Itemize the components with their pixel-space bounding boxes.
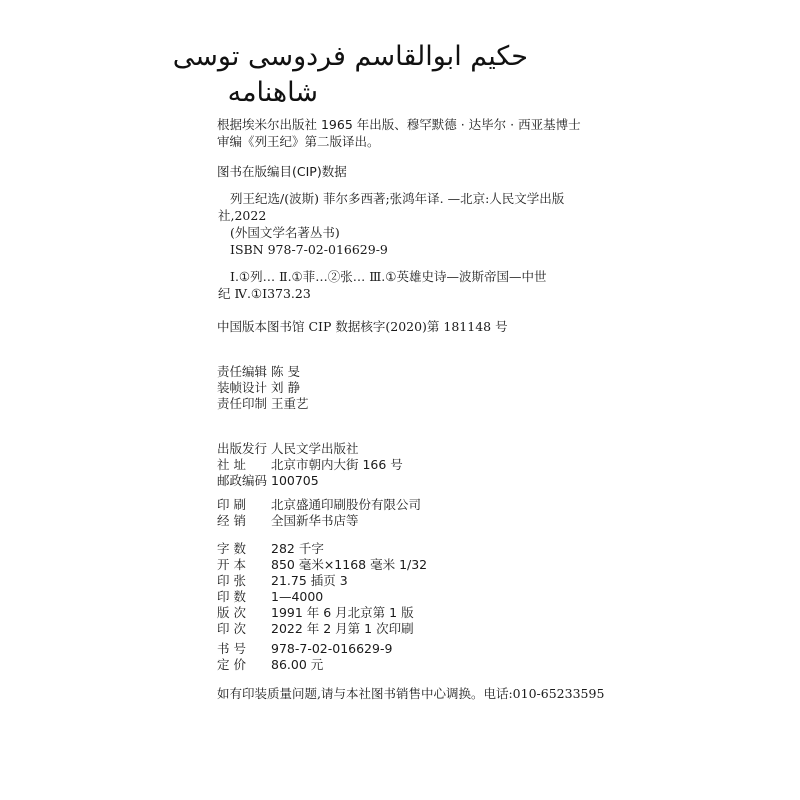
source-note-line1: 根据埃米尔出版社 1965 年出版、穆罕默德 · 达毕尔 · 西亚基博士 <box>217 117 581 132</box>
format-label: 开 本 <box>217 557 246 572</box>
cip-record <box>218 190 630 302</box>
cip-line-1: 列王纪选/(波斯) 菲尔多西著;张鸿年译. —北京:人民文学出版 <box>230 191 565 206</box>
format-value: 850 毫米×1168 毫米 1/32 <box>271 557 428 572</box>
publisher-row <box>217 441 403 457</box>
word-count-label: 字 数 <box>217 541 246 556</box>
printer-label: 印 刷 <box>217 497 246 512</box>
book-number-label: 书 号 <box>217 641 246 656</box>
postcode-value: 100705 <box>271 473 319 488</box>
address-value: 北京市朝内大街 166 号 <box>271 457 403 472</box>
printing-group <box>217 497 421 529</box>
source-note-line2: 审编《列王纪》第二版译出。 <box>217 134 380 149</box>
printer-value: 北京盛通印刷股份有限公司 <box>271 497 422 512</box>
specs-group <box>217 541 427 637</box>
publisher-label: 出版发行 <box>217 441 268 456</box>
editor-row <box>217 364 309 380</box>
cip-series: (外国文学名著丛书) <box>230 225 340 240</box>
postcode-label: 邮政编码 <box>217 473 268 488</box>
printer-row <box>217 497 421 513</box>
impression-label: 印 次 <box>217 621 246 636</box>
footer-note: 如有印装质量问题,请与本社图书销售中心调换。电话:010-65233595 <box>217 686 605 701</box>
print-manager-value: 王重艺 <box>271 396 309 411</box>
print-run-label: 印 数 <box>217 589 246 604</box>
cip-heading: 图书在版编目(CIP)数据 <box>217 164 347 179</box>
edition-label: 版 次 <box>217 605 246 620</box>
distributor-label: 经 销 <box>217 513 246 528</box>
word-count-row <box>217 541 427 557</box>
book-number-row <box>217 641 392 657</box>
edition-row <box>217 605 427 621</box>
distributor-row <box>217 513 421 529</box>
sheets-value: 21.75 插页 3 <box>271 573 348 588</box>
cip-classification-2: 纪 Ⅳ.①I373.23 <box>218 286 311 301</box>
print-manager-label: 责任印制 <box>217 396 268 411</box>
price-label: 定 价 <box>217 657 246 672</box>
editor-label: 责任编辑 <box>217 364 268 379</box>
cip-approval-number: 中国版本图书馆 CIP 数据核字(2020)第 181148 号 <box>217 319 508 334</box>
persian-book-title: شاهنامه <box>227 77 318 108</box>
postcode-row <box>217 473 403 489</box>
book-info-group <box>217 641 392 673</box>
distributor-value: 全国新华书店等 <box>271 513 359 528</box>
book-number-value: 978-7-02-016629-9 <box>271 641 393 656</box>
price-value: 86.00 元 <box>271 657 324 672</box>
address-label: 社 址 <box>217 457 246 472</box>
print-manager-row <box>217 396 309 412</box>
print-run-row <box>217 589 427 605</box>
sheets-label: 印 张 <box>217 573 246 588</box>
publisher-value: 人民文学出版社 <box>271 441 359 456</box>
sheets-row <box>217 573 427 589</box>
impression-row <box>217 621 427 637</box>
editor-value: 陈 旻 <box>271 364 300 379</box>
publisher-group <box>217 441 403 489</box>
impression-value: 2022 年 2 月第 1 次印刷 <box>271 621 414 636</box>
editors-group <box>217 364 309 412</box>
designer-value: 刘 静 <box>271 380 300 395</box>
print-run-value: 1—4000 <box>271 589 324 604</box>
persian-author-title: حکیم ابوالقاسم فردوسی توسی <box>172 41 528 72</box>
cip-classification-1: Ⅰ.①列… Ⅱ.①菲…②张… Ⅲ.①英雄史诗—波斯帝国—中世 <box>230 269 547 284</box>
cip-line-2: 社,2022 <box>218 208 267 223</box>
word-count-value: 282 千字 <box>271 541 324 556</box>
edition-value: 1991 年 6 月北京第 1 版 <box>271 605 414 620</box>
price-row <box>217 657 392 673</box>
designer-row <box>217 380 309 396</box>
format-row <box>217 557 427 573</box>
cip-isbn: ISBN 978-7-02-016629-9 <box>230 242 388 257</box>
address-row <box>217 457 403 473</box>
designer-label: 装帧设计 <box>217 380 268 395</box>
